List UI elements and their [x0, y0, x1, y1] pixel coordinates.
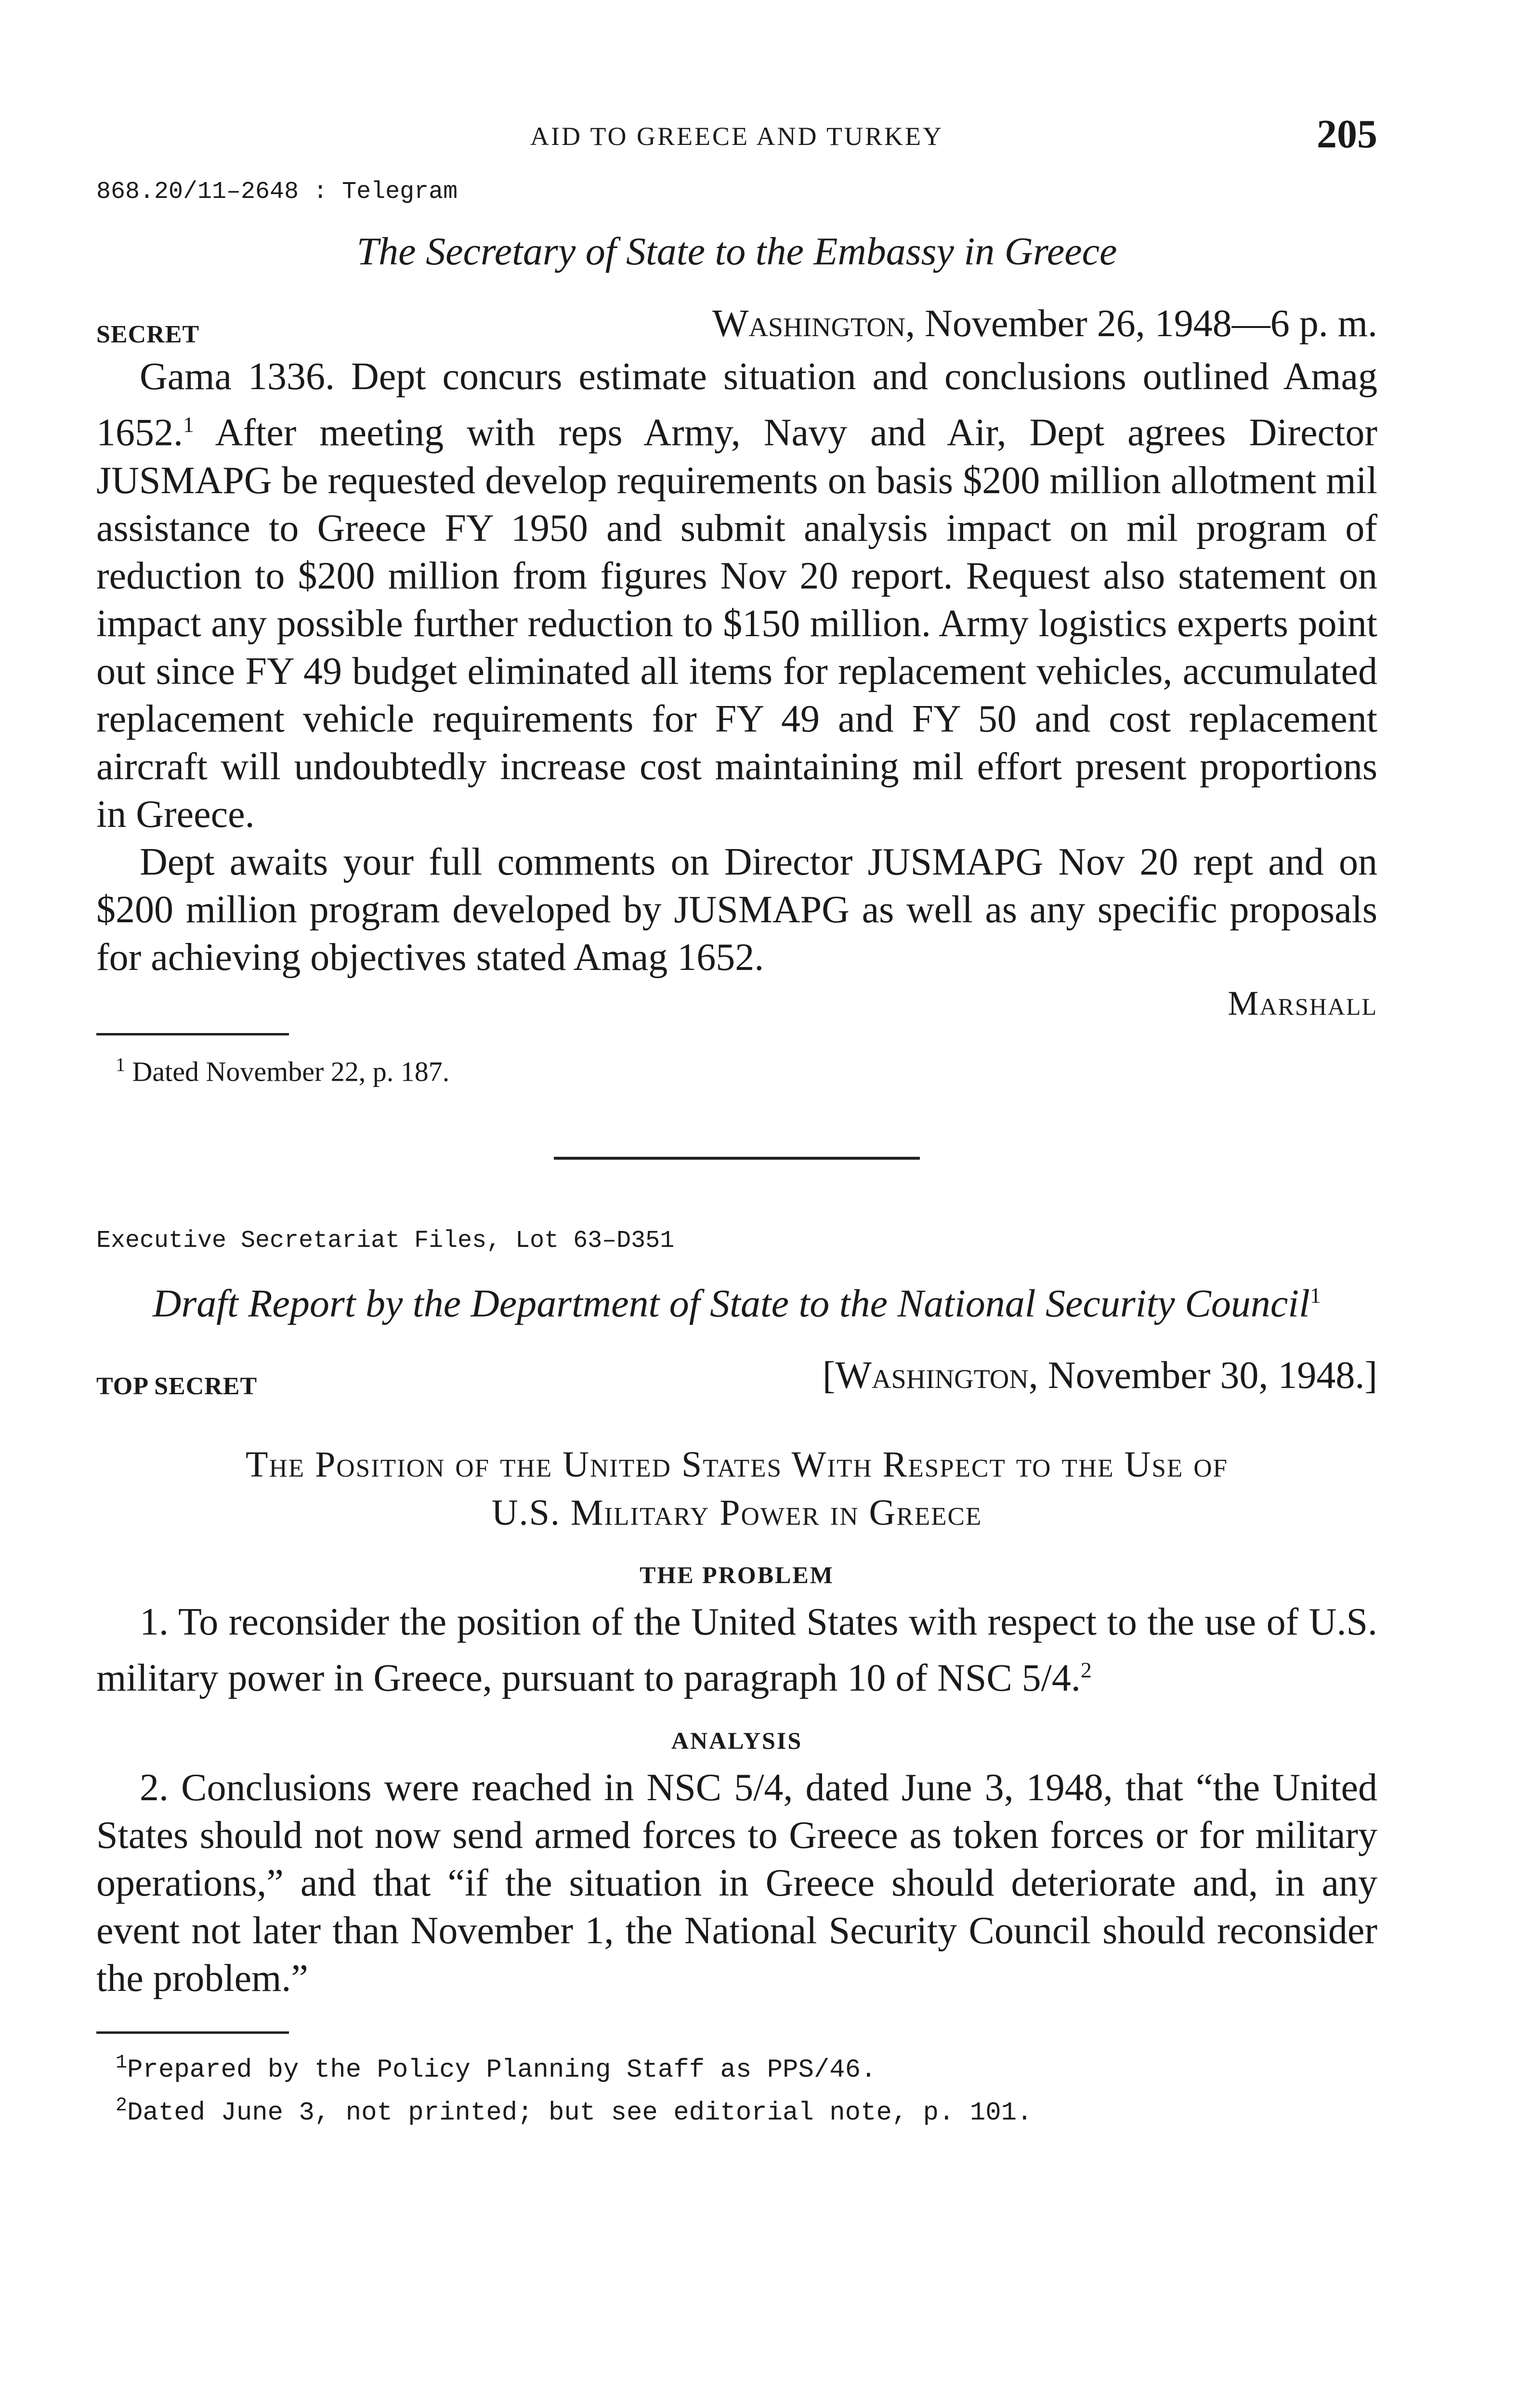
report-meta [96, 1354, 1377, 1412]
page-number: 205 [1317, 112, 1377, 157]
telegram-paragraph-2: Dept awaits your full comments on Director JUSMAPG Nov 20 rept and on $200 million program developed by JUSMAPG as well as any specific proposals for achieving objectives stated Amag 1652. [96, 840, 1377, 979]
telegram-paragraph-1 [96, 353, 1377, 838]
footnote-ref: 2 [1080, 1658, 1092, 1683]
heading-problem: THE PROBLEM [640, 1561, 834, 1589]
telegram-file-reference: 868.20/11–2648 : Telegram [96, 178, 458, 206]
report-paragraph-2: 2. Conclusions were reached in NSC 5/4, dated June 3, 1948, that “the United States should not now send armed forces to Greece as token forces or for military operations,” and that “if the situation in Greece should deteriorate and, in any event not later than November 1, the National Security Council should reconsider the problem.” [96, 1766, 1377, 2000]
footnote-mark: 1 [116, 2052, 128, 2074]
footnote-mark: 1 [116, 1053, 125, 1075]
dateline-place: Washington [712, 302, 906, 345]
telegram-title: The Secretary of State to the Embassy in Greece [356, 229, 1117, 273]
document-page [96, 101, 1377, 2131]
footnote-rule [96, 1033, 289, 1035]
telegram-footnote [96, 1047, 1377, 1089]
section-divider [554, 1157, 920, 1160]
telegram-meta [96, 302, 1377, 360]
report-paragraph-1 [96, 1598, 1377, 1702]
dateline-place: Washington [835, 1354, 1029, 1397]
footnote-ref: 1 [183, 412, 194, 437]
footnote-text: Dated November 22, p. 187. [132, 1055, 450, 1087]
report-title-text: Draft Report by the Department of State to the National Security Council [153, 1281, 1310, 1325]
telegram-paragraph-1-end: After meeting with reps Army, Navy and Air, Dept agrees Director JUSMAPG be requested develop requirements on basis $200 million allotment mil assistance to Greece FY 1950 and submit analysis impact on mil program of reduction to $200 million from figures Nov 20 report. Request also statement on impact any possible further reduction to $150 million. Army logistics experts point out since FY 49 budget eliminated all items for replacement vehicles, accumulated replacement vehicle requirements for FY 49 and FY 50 and cost replacement aircraft will undoubtedly increase cost maintaining mil effort present proportions in Greece. [96, 411, 1377, 836]
heading-analysis: ANALYSIS [671, 1727, 803, 1754]
report-footnote-2 [96, 2088, 1377, 2131]
report-classification: TOP SECRET [96, 1373, 258, 1400]
telegram-classification: SECRET [96, 321, 200, 348]
report-section-title [96, 1440, 1377, 1537]
report-title [96, 1269, 1377, 1330]
footnote-text: Dated June 3, not printed; but see editorial note, p. 101. [127, 2098, 1033, 2128]
running-head: AID TO GREECE AND TURKEY [530, 122, 943, 151]
signature: Marshall [1228, 983, 1377, 1022]
dateline-date: , November 26, 1948—6 p. m. [905, 302, 1377, 345]
telegram-paragraph-1-start: Gama 1336. Dept concurs estimate situation and conclusions outlined Amag 1652. [96, 355, 1377, 454]
page-header [96, 101, 1377, 173]
footnote-ref: 1 [1309, 1283, 1321, 1308]
footnote-text: Prepared by the Policy Planning Staff as PPS/46. [127, 2055, 877, 2085]
footnote-mark: 2 [116, 2094, 128, 2117]
report-paragraph-1-text: 1. To reconsider the position of the United States with respect to the use of U.S. military power in Greece, pursuant to paragraph 10 of NSC 5/4. [96, 1601, 1377, 1700]
telegram-dateline [712, 302, 1377, 346]
report-file-reference: Executive Secretariat Files, Lot 63–D351 [96, 1227, 675, 1255]
dateline-date: , November 30, 1948.] [1028, 1354, 1377, 1397]
footnote-rule [96, 2031, 289, 2034]
section-title-line-1: The Position of the United States With Respect to the Use of [246, 1444, 1228, 1485]
dateline-bracket: [ [822, 1354, 836, 1397]
section-title-line-2: U.S. Military Power in Greece [491, 1492, 982, 1533]
report-dateline [823, 1354, 1377, 1398]
report-footnote-1 [96, 2045, 1377, 2088]
